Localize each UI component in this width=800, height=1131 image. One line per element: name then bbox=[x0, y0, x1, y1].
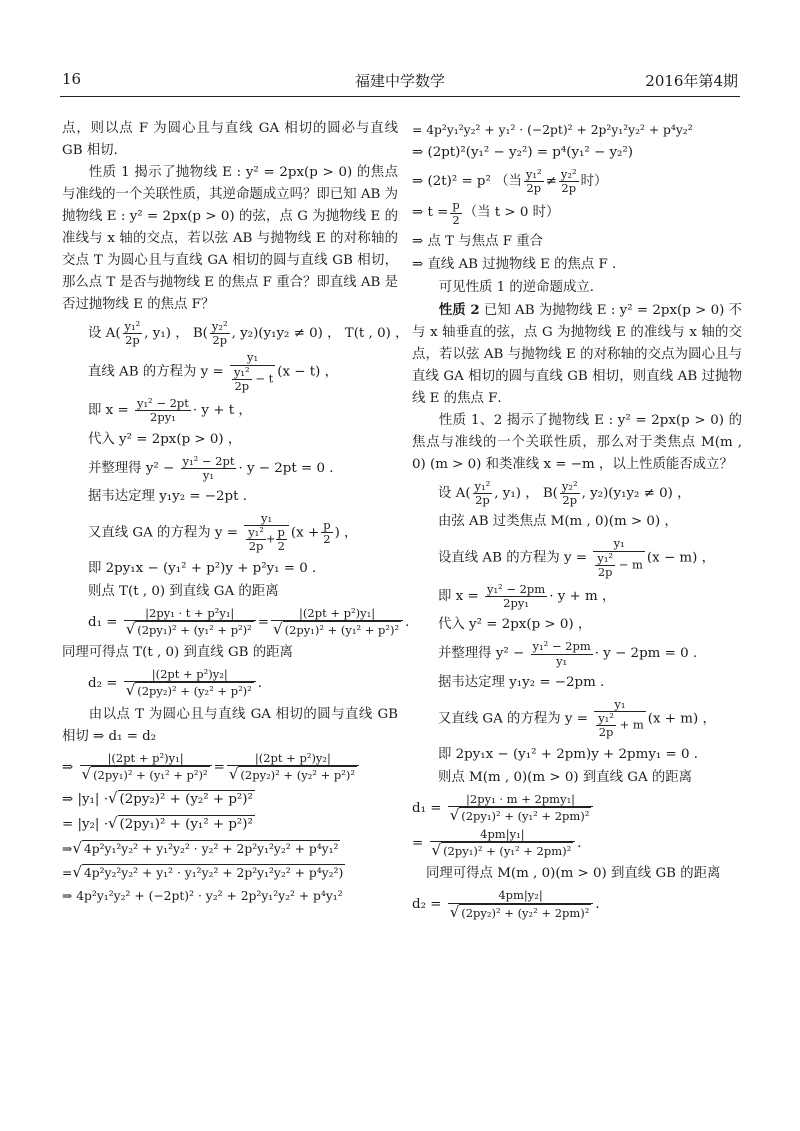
equation: 据韦达定理 y₁y₂ = −2pt ． bbox=[88, 488, 257, 504]
paragraph: 性质 1、2 揭示了抛物线 E : y² = 2px(p > 0) 的焦点与准线的一个关联性质，那么对于类焦点 M(m , 0) (m > 0) 和类准线 x = −m ，以上性质能否成立？ bbox=[412, 412, 742, 472]
fraction: $\frac{p}{2}$ bbox=[323, 518, 331, 547]
fraction: $\frac{\text{|(2pt + p²)y₁|}}{\text{√ (2py₁)² + (y₁² + p²)²}}$ bbox=[271, 607, 403, 638]
equation: 又直线 GA 的方程为 y = y₁ $\frac{\text{y₁²}}{2p}$ + $\frac{p}{2}$ (x + $\frac{p}{2}$ ) ， bbox=[88, 510, 358, 554]
fraction: $\frac{\text{y₂²}}{2p}$ bbox=[561, 478, 578, 508]
fraction: $\frac{\text{|2py₁ · m + 2pmy₁|}}{\text{√ (2py₁)² + (y₁² + 2pm)²}}$ bbox=[448, 793, 594, 824]
equation: 由弦 AB 过类焦点 M(m , 0)(m > 0) ， bbox=[438, 514, 678, 530]
fraction: $\frac{\text{y₁² − 2pm}}{\text{y₁}}$ bbox=[532, 639, 591, 668]
paragraph: 由以点 T 为圆心且与直线 GA 相切的圆与直线 GB 相切 ⇒ d₁ = d₂ bbox=[62, 706, 398, 744]
fraction: y₁ $\frac{\text{y₁²}}{2p}$ + $\frac{p}{2}$ bbox=[244, 512, 289, 554]
equation: ⇒√ 4p²y₁²y₂² + y₁²y₂² · y₂² + 2p²y₁²y₂² + p⁴y₁² bbox=[62, 839, 339, 858]
fraction: $\frac{\text{y₂²}}{2p}$ bbox=[211, 319, 228, 348]
fraction: $\frac{\text{y₁²}}{2p}$ bbox=[124, 319, 141, 348]
equation: ⇒ |y₁| ·√ (2py₂)² + (y₂² + p²)² bbox=[62, 789, 253, 808]
fraction: y₁ $\frac{\text{y₁²}}{2p}$ + m bbox=[594, 698, 646, 740]
equation: 代入 y² = 2px(p > 0) ， bbox=[88, 431, 242, 447]
equation: d₁ = $\frac{\text{|2py₁ · t + p²y₁|}}{\text{√ (2py₁)² + (y₁² + p²)²}}$ = $\frac{\text{|(2pt + p²)y₁|}}{\text{√ (2py₁)² + (y₁² + p²)²}}$ ． bbox=[88, 605, 419, 638]
equation: 直线 AB 的方程为 y = y₁ $\frac{\text{y₁²}}{2p}$ − t (x − t) ， bbox=[88, 350, 338, 393]
equation: 设 A( $\frac{\text{y₁²}}{2p}$ , y₁) ， B( $\frac{\text{y₂²}}{2p}$ , y₂)(y₁y₂ ≠ 0) ， bbox=[438, 478, 691, 508]
equation: = $\frac{\text{4pm|y₁|}}{\text{√ (2py₁)² + (y₁² + 2pm)²}}$ ． bbox=[412, 826, 591, 860]
fraction: $\frac{\text{|(2pt + p²)y₂|}}{\text{√ (2py₂)² + (y₂² + p²)²}}$ bbox=[124, 668, 256, 699]
property-2-label: 性质 2 bbox=[438, 301, 480, 318]
page-number: 16 bbox=[62, 70, 82, 88]
fraction: $\frac{\text{y₁²}}{2p}$ bbox=[525, 167, 542, 196]
equation: 并整理得 y² − $\frac{\text{y₁² − 2pm}}{\text{y₁}}$ · y − 2pm = 0 ． bbox=[438, 639, 707, 668]
equation: ⇒ 直线 AB 过抛物线 E 的焦点 F ． bbox=[412, 256, 626, 272]
fraction: y₁ $\frac{\text{y₁²}}{2p}$ − m bbox=[593, 537, 645, 579]
equation: 即 2py₁x − (y₁² + p²)y + p²y₁ = 0 ． bbox=[88, 560, 326, 576]
equation: ⇒ t = $\frac{p}{2}$ （当 t > 0 时） bbox=[412, 198, 560, 227]
header-rule bbox=[60, 96, 740, 97]
paragraph: 性质 1 揭示了抛物线 E : y² = 2px(p > 0) 的焦点与准线的一个关联性质，其逆命题成立吗？即已知 AB 为抛物线 E : y² = 2px(p > 0) 的弦，点 G 为抛物线 E 的准线与 x 轴的交点，若以弦 AB 与抛物线 E 的对称轴的交点 T 为圆心且与直线 GA 相切的圆与直线 GB 相切，那么点 T 是否与抛物线 E 的焦点 F 重合？即直线 AB 是否过抛物线 E 的焦点 F？ bbox=[62, 165, 399, 312]
paragraph: 可见性质 1 的逆命题成立． bbox=[438, 279, 604, 295]
equation: 又直线 GA 的方程为 y = y₁ $\frac{\text{y₁²}}{2p}$ + m (x + m) ， bbox=[438, 696, 716, 740]
equation: ⇒ 点 T 与焦点 F 重合 bbox=[412, 233, 544, 249]
text-line: 则点 T(t , 0) 到直线 GA 的距离 bbox=[88, 583, 279, 599]
fraction: $\frac{\text{|2py₁ · t + p²y₁|}}{\text{√ (2py₁)² + (y₁² + p²)²}}$ bbox=[124, 607, 256, 638]
equation: =√ 4p²y₂²y₂² + y₁² · y₁²y₂² + 2p²y₁²y₂² + p⁴y₂²) bbox=[62, 863, 344, 882]
fraction: y₁ $\frac{\text{y₁²}}{2p}$ − t bbox=[230, 351, 275, 393]
page-header bbox=[62, 70, 738, 94]
equation: 据韦达定理 y₁y₂ = −2pm ． bbox=[438, 674, 614, 690]
text-line: 同理可得点 T(t , 0) 到直线 GB 的距离 bbox=[62, 645, 293, 661]
equation: 即 x = $\frac{\text{y₁² − 2pm}}{\text{2py₁}}$ · y + m ， bbox=[438, 581, 616, 611]
equation: d₁ = $\frac{\text{|2py₁ · m + 2pmy₁|}}{\text{√ (2py₁)² + (y₁² + 2pm)²}}$ bbox=[412, 793, 742, 824]
equation: 设直线 AB 的方程为 y = y₁ $\frac{\text{y₁²}}{2p}$ − m (x − m) ， bbox=[438, 536, 715, 579]
fraction: $\frac{\text{y₁² − 2pm}}{\text{2py₁}}$ bbox=[486, 581, 546, 611]
equation: ⇒ (2pt)²(y₁² − y₂²) = p⁴(y₁² − y₂²) bbox=[412, 145, 634, 160]
left-column bbox=[62, 118, 419, 908]
text-line: 同理可得点 M(m , 0)(m > 0) 到直线 GB 的距离 bbox=[426, 866, 721, 882]
equation: 代入 y² = 2px(p > 0) ， bbox=[438, 617, 592, 633]
equation: d₂ = $\frac{\text{|(2pt + p²)y₂|}}{\text{√ (2py₂)² + (y₂² + p²)²}}$ ． bbox=[88, 667, 272, 700]
equation: d₂ = $\frac{\text{4pm|y₂|}}{\text{√ (2py₂)² + (y₂² + 2pm)²}}$ ． bbox=[412, 888, 609, 921]
equation: 即 x = $\frac{\text{y₁² − 2pt}}{\text{2py₁}}$ · y + t ， bbox=[88, 396, 252, 425]
fraction: $\frac{\text{y₁²}}{2p}$ bbox=[474, 478, 491, 508]
fraction: $\frac{\text{y₂²}}{2p}$ bbox=[560, 167, 577, 196]
fraction: $\frac{\text{y₁² − 2pt}}{\text{2py₁}}$ bbox=[136, 396, 189, 425]
equation: 设 A( $\frac{\text{y₁²}}{2p}$ , y₁) ， B( $\frac{\text{y₂²}}{2p}$ , y₂)(y₁y₂ ≠ 0) ， T(t , 0) ， bbox=[88, 319, 409, 348]
property-2-paragraph: 性质 2 已知 AB 为抛物线 E : y² = 2px(p > 0) 不与 x 轴垂直的弦，点 G 为抛物线 E 的准线与 x 轴的交点，若以弦 AB 与抛物线 E 的对称轴的交点为圆心且与直线 GA 相切的圆与直线 GB 相切，则直线 AB 过抛物线 E 的焦点 F． bbox=[412, 301, 742, 406]
fraction: $\frac{\text{|(2pt + p²)y₁|}}{\text{√ (2py₁)² + (y₁² + p²)²}}$ bbox=[80, 752, 212, 783]
fraction: $\frac{\text{4pm|y₁|}}{\text{√ (2py₁)² + (y₁² + 2pm)²}}$ bbox=[430, 828, 576, 859]
fraction: $\frac{\text{y₁² − 2pt}}{\text{y₁}}$ bbox=[182, 453, 235, 482]
journal-title: 福建中学数学 bbox=[354, 72, 445, 90]
equation: ⇒ 4p²y₁²y₂² + (−2pt)² · y₂² + 2p²y₁²y₂² + p⁴y₁² bbox=[62, 889, 343, 904]
equation: ⇒ (2t)² = p² （当 $\frac{\text{y₁²}}{2p}$ ≠ $\frac{\text{y₂²}}{2p}$ 时） bbox=[412, 167, 608, 196]
paragraph: 点，则以点 F 为圆心且与直线 GA 相切的圆必与直线 GB 相切． bbox=[62, 121, 398, 158]
equation: ⇒ $\frac{\text{|(2pt + p²)y₁|}}{\text{√ (2py₁)² + (y₁² + p²)²}}$ = $\frac{\text{|(2pt + p²)y₂|}}{\text{√ (2py₂)² + (y₂² + p²)²}}$ bbox=[62, 752, 398, 783]
right-column bbox=[412, 118, 742, 925]
equation: = |y₂| ·√ (2py₁)² + (y₁² + p²)² bbox=[62, 814, 253, 833]
fraction: $\frac{\text{|(2pt + p²)y₂|}}{\text{√ (2py₂)² + (y₂² + p²)²}}$ bbox=[227, 752, 359, 783]
equation: 即 2py₁x − (y₁² + 2pm)y + 2pmy₁ = 0 ． bbox=[438, 746, 708, 762]
equation: = 4p²y₁²y₂² + y₁² · (−2pt)² + 2p²y₁²y₂² + p⁴y₂² bbox=[412, 123, 693, 137]
text-line: 则点 M(m , 0)(m > 0) 到直线 GA 的距离 bbox=[438, 769, 693, 785]
equation: 并整理得 y² − $\frac{\text{y₁² − 2pt}}{\text{y₁}}$ · y − 2pt = 0 ． bbox=[88, 453, 343, 482]
issue-label: 2016年第4期 bbox=[645, 72, 738, 90]
fraction: $\frac{\text{4pm|y₂|}}{\text{√ (2py₂)² + (y₂² + 2pm)²}}$ bbox=[448, 889, 594, 920]
fraction: $\frac{p}{2}$ bbox=[452, 198, 460, 227]
